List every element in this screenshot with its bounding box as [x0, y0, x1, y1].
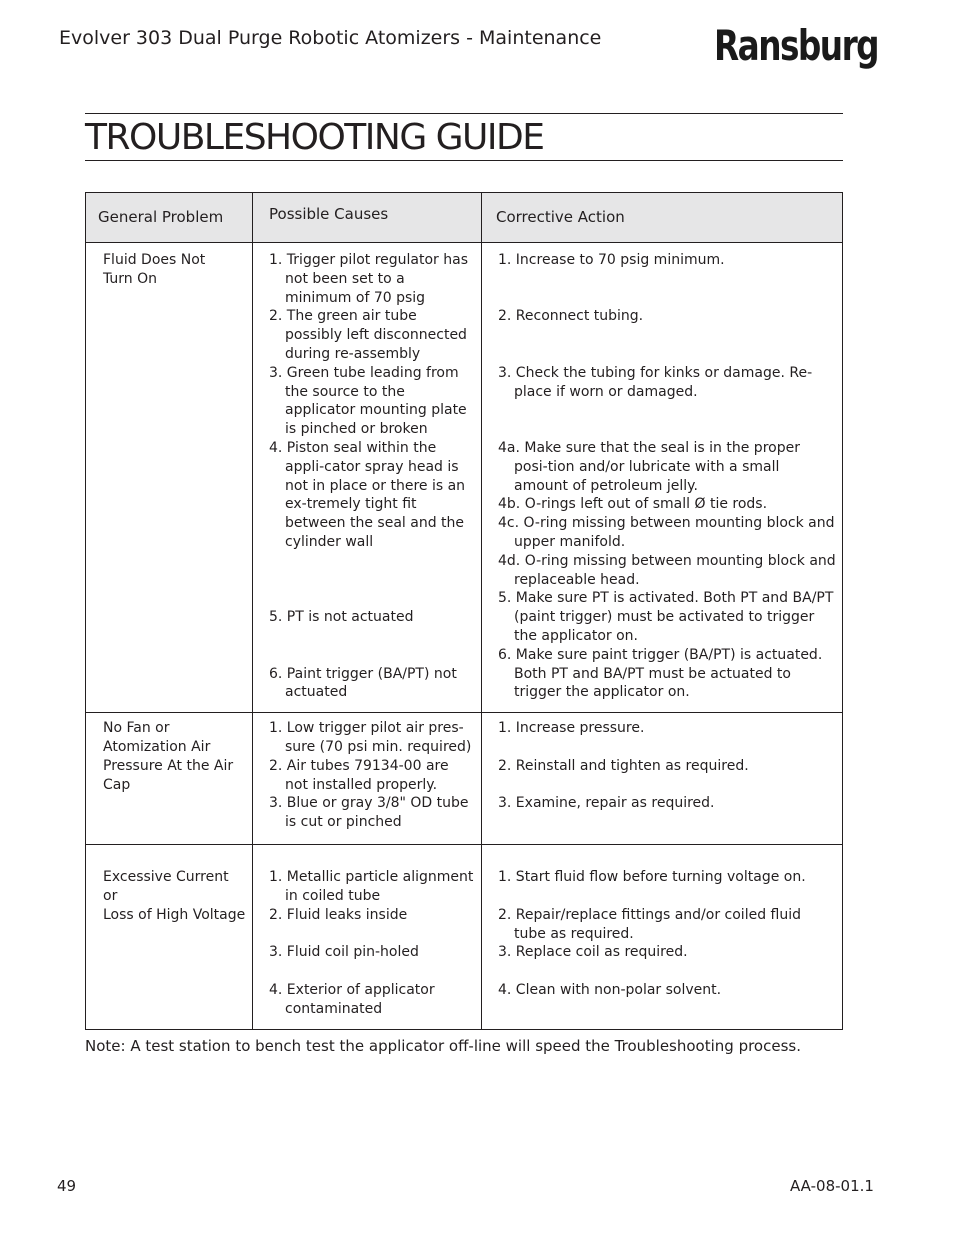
- causes-cell: [253, 243, 482, 713]
- brand-logo: Ransburg: [714, 21, 879, 70]
- cause-item: 3. Blue or gray 3/8" OD tube is cut or pinched: [269, 795, 469, 831]
- problem-cell: [86, 845, 253, 1029]
- troubleshooting-table: [85, 192, 843, 1030]
- action-item: 2. Reconnect tubing.: [498, 308, 644, 325]
- header-general-problem: General Problem: [86, 193, 253, 243]
- cause-item: 2. Fluid leaks inside: [269, 906, 408, 923]
- table-body: [86, 243, 843, 1030]
- page-title: TROUBLESHOOTING GUIDE: [85, 117, 544, 158]
- problem-line: Atomization Air: [103, 738, 211, 755]
- action-item: 2. Repair/replace fittings and/or coiled fluid tube as required.: [498, 906, 802, 942]
- action-item: 3. Check the tubing for kinks or damage. Re-place if worn or damaged.: [498, 364, 813, 400]
- action-item: 1. Increase pressure.: [498, 720, 645, 737]
- causes-cell: [253, 713, 482, 845]
- problem-line: Turn On: [103, 270, 158, 287]
- problem-line: Cap: [103, 776, 131, 793]
- cause-item: 1. Low trigger pilot air pres-sure (70 psi min. required): [269, 720, 472, 755]
- cause-item: 3. Green tube leading from the source to the applicator mounting plate is pinched or broken: [269, 364, 467, 438]
- document-header-title: Evolver 303 Dual Purge Robotic Atomizers - Maintenance: [59, 27, 602, 49]
- page-number: 49: [57, 1177, 77, 1195]
- actions-cell: [482, 243, 843, 713]
- action-item: 3. Replace coil as required.: [498, 944, 688, 961]
- action-item: 3. Examine, repair as required.: [498, 795, 715, 812]
- header-corrective-action: Corrective Action: [482, 193, 843, 243]
- cause-item: 3. Fluid coil pin-holed: [269, 944, 419, 961]
- table-header-row: [86, 193, 843, 243]
- action-item: 1. Increase to 70 psig minimum.: [498, 252, 725, 268]
- cause-item: 1. Metallic particle alignment in coiled tube: [269, 869, 474, 904]
- problem-line: No Fan or: [103, 720, 170, 737]
- action-item: 5. Make sure PT is activated. Both PT and BA/PT (paint trigger) must be activated to trigger the applicator on.: [498, 590, 834, 644]
- header-possible-causes: Possible Causes: [253, 193, 482, 243]
- document-code: AA-08-01.1: [790, 1177, 874, 1195]
- note-text: Note: A test station to bench test the applicator off-line will speed the Troubleshooting process.: [85, 1037, 801, 1055]
- action-item: 4. Clean with non-polar solvent.: [498, 981, 722, 998]
- cause-item: 2. Air tubes 79134-00 are not installed properly.: [269, 757, 449, 793]
- actions-cell: [482, 713, 843, 845]
- cause-item: 1. Trigger pilot regulator has not been set to a minimum of 70 psig: [269, 252, 469, 306]
- cause-item: 6. Paint trigger (BA/PT) not actuated: [269, 665, 457, 701]
- problem-cell: [86, 243, 253, 713]
- action-item: 6. Make sure paint trigger (BA/PT) is actuated. Both PT and BA/PT must be actuated to trigger the applicator on.: [498, 646, 823, 701]
- problem-line: Excessive Current or: [103, 869, 229, 904]
- table-row: [86, 243, 843, 713]
- table-row: [86, 845, 843, 1029]
- action-item: 4c. O-ring missing between mounting block and upper manifold.: [498, 515, 835, 550]
- table-row: [86, 713, 843, 845]
- action-item: 2. Reinstall and tighten as required.: [498, 757, 749, 774]
- cause-item: 5. PT is not actuated: [269, 609, 414, 626]
- cause-item: 4. Exterior of applicator contaminated: [269, 981, 435, 1017]
- action-item: 4a. Make sure that the seal is in the proper posi-tion and/or lubricate with a small amount of petroleum jelly.: [498, 439, 800, 494]
- problem-line: Pressure At the Air: [103, 757, 234, 774]
- title-bottom-rule: [85, 160, 843, 161]
- action-item: 1. Start fluid flow before turning voltage on.: [498, 869, 806, 886]
- title-top-rule: [85, 113, 843, 114]
- problem-line: Loss of High Voltage: [103, 906, 246, 923]
- problem-cell: [86, 713, 253, 845]
- action-item: 4d. O-ring missing between mounting block and replaceable head.: [498, 552, 836, 588]
- cause-item: 4. Piston seal within the appli-cator spray head is not in place or there is an ex-tremely tight fit between the seal and the cylinder wall: [269, 439, 466, 550]
- cause-item: 2. The green air tube possibly left disconnected during re-assembly: [269, 308, 467, 362]
- problem-line: Fluid Does Not: [103, 252, 206, 268]
- action-item: 4b. O-rings left out of small Ø tie rods.: [498, 496, 768, 513]
- actions-cell: [482, 845, 843, 1029]
- causes-cell: [253, 845, 482, 1029]
